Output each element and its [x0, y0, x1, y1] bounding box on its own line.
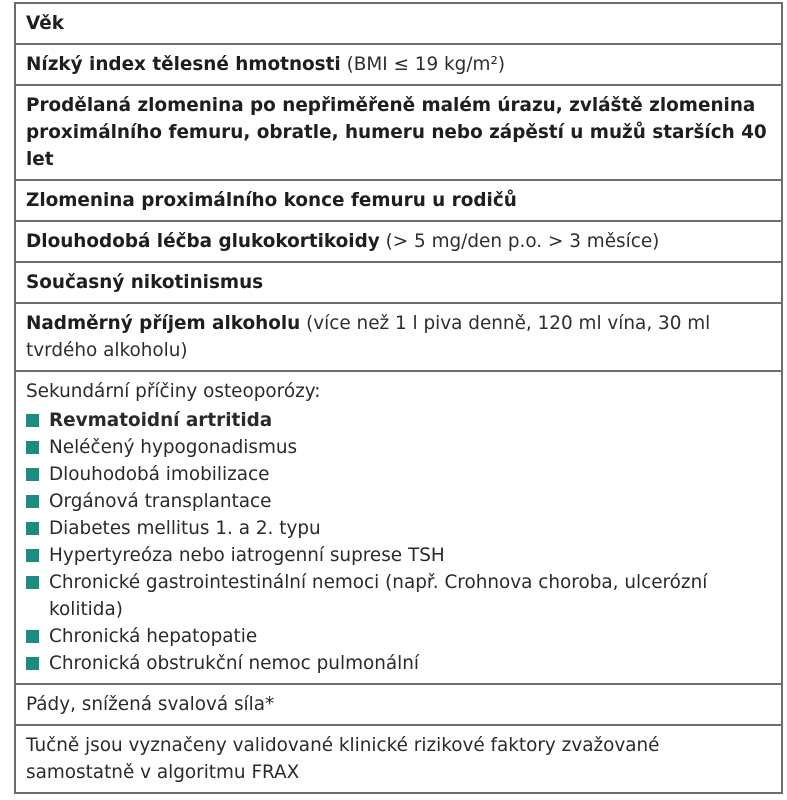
list-item-label: Chronické gastrointestinální nemoci (např. Crohnova choroba, ulcerózní kolitida): [49, 572, 708, 620]
falls-label: Pády, snížená svalová síla*: [26, 694, 275, 715]
square-bullet-icon: [26, 630, 39, 643]
list-item-label: Diabetes mellitus 1. a 2. typu: [49, 518, 321, 539]
risk-factor-table: [14, 2, 783, 794]
bmi-detail: (BMI ≤ 19 kg/m²): [340, 54, 505, 75]
square-bullet-icon: [26, 441, 39, 454]
list-item: [26, 434, 773, 461]
footnote-text: Tučně jsou vyznačeny validované klinické rizikové faktory zvažované samostatně v algoritmu FRAX: [26, 735, 660, 783]
list-item: [26, 488, 773, 515]
glucocorticoids-label: Dlouhodobá léčba glukokortikoidy: [26, 231, 380, 252]
parent-fracture-label: Zlomenina proximálního konce femuru u rodičů: [26, 190, 517, 211]
list-item-label: Hypertyreóza nebo iatrogenní suprese TSH: [49, 545, 445, 566]
smoking-label: Současný nikotinismus: [26, 272, 264, 293]
secondary-list: [26, 407, 773, 677]
list-item: [26, 569, 773, 623]
alcohol-label: Nadměrný příjem alkoholu: [26, 313, 301, 334]
square-bullet-icon: [26, 576, 39, 589]
age-label: Věk: [26, 13, 64, 34]
square-bullet-icon: [26, 549, 39, 562]
row-footnote: [16, 726, 781, 794]
row-smoking: [16, 263, 781, 304]
bmi-label: Nízký index tělesné hmotnosti: [26, 54, 341, 75]
square-bullet-icon: [26, 414, 39, 427]
list-item-label: Dlouhodobá imobilizace: [49, 464, 270, 485]
list-item: [26, 623, 773, 650]
row-glucocorticoids: [16, 222, 781, 263]
list-item: [26, 407, 773, 434]
secondary-heading: Sekundární příčiny osteoporózy:: [26, 381, 321, 402]
list-item-label: Neléčený hypogonadismus: [49, 437, 298, 458]
list-item-label: Chronická hepatopatie: [49, 626, 258, 647]
list-item-label: Orgánová transplantace: [49, 491, 272, 512]
fracture-label: Prodělaná zlomenina po nepřiměřeně malém úrazu, zvláště zlomenina proximálního femuru, obratle, humeru nebo zápěstí u mužů starších 40 let: [26, 95, 767, 170]
glucocorticoids-detail: (> 5 mg/den p.o. > 3 měsíce): [379, 231, 660, 252]
row-parent-fracture: [16, 181, 781, 222]
row-age: [16, 4, 781, 45]
square-bullet-icon: [26, 522, 39, 535]
alcohol-detail: (více než 1 l piva denně, 120 ml vína, 30 ml tvrdého alkoholu): [26, 313, 711, 361]
list-item: [26, 650, 773, 677]
row-bmi: [16, 45, 781, 86]
row-alcohol: [16, 304, 781, 372]
square-bullet-icon: [26, 468, 39, 481]
square-bullet-icon: [26, 657, 39, 670]
row-secondary-causes: [16, 372, 781, 685]
list-item: [26, 515, 773, 542]
list-item: [26, 461, 773, 488]
square-bullet-icon: [26, 495, 39, 508]
list-item-label: Revmatoidní artritida: [49, 410, 273, 431]
list-item: [26, 542, 773, 569]
row-fracture: [16, 86, 781, 181]
row-falls: [16, 685, 781, 726]
list-item-label: Chronická obstrukční nemoc pulmonální: [49, 653, 420, 674]
